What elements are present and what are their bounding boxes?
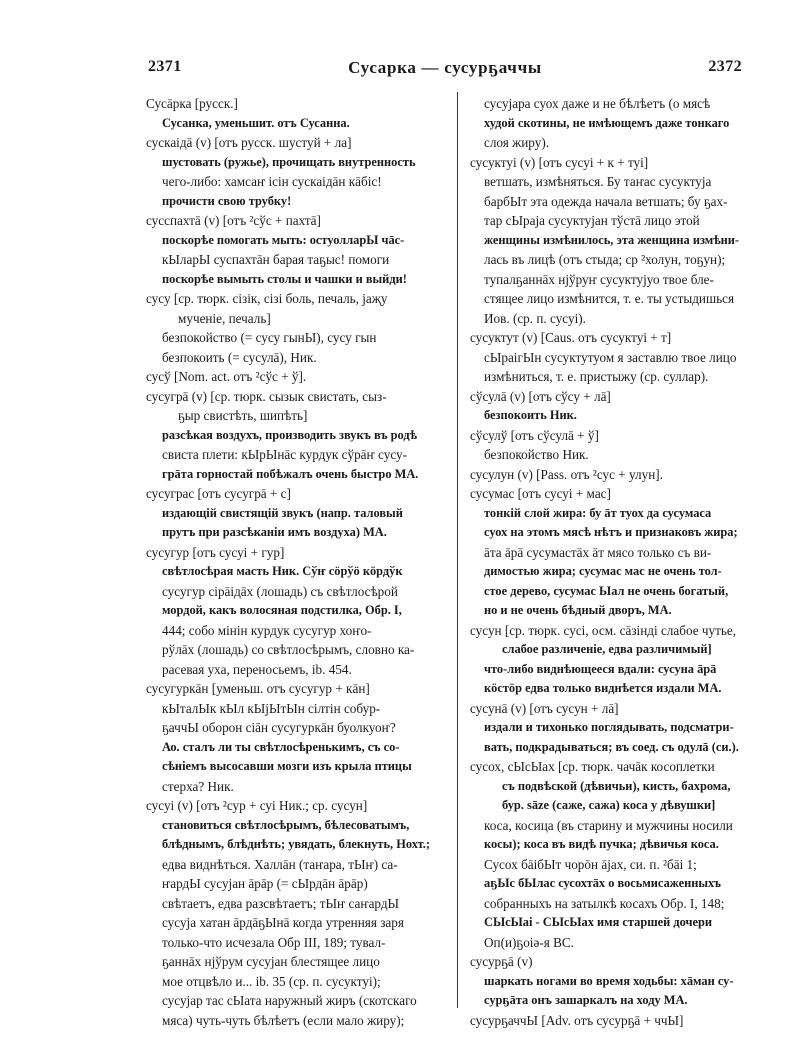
entry-headword-line: сусун [ср. тюрк. сусi, осм. сāзiндi слабое чутье,: [470, 622, 737, 638]
definition-line: ҥардЫ сусујан āрāр (= сЫрдāн āрāр): [162, 876, 368, 891]
definition-line: только-что исчезала Обр III, 189; тувал-: [162, 934, 386, 950]
definition-line: поскорѣе вымыть столы и чашки и выйди!: [162, 271, 407, 286]
entry-headword-line: сусулун (v) [Pass. отъ ²сус + улун].: [470, 466, 663, 482]
definition-line: ветшать, измѣняться. Бу таҥас сусуктуја: [484, 174, 712, 189]
definition-line: собранныхъ на затылкѣ косахъ Обр. I, 148;: [484, 895, 725, 911]
entry-headword-line: сўсулў [отъ сўсулā + ў]: [470, 427, 599, 443]
definition-line: мяса) чуть-чуть бѣлѣетъ (если мало жиру);: [162, 1012, 405, 1028]
definition-line: блѣднымъ, блѣднѣть; увядать, блекнуть, Нохт.;: [162, 837, 431, 851]
definition-line: тупалҕаннāх нјўруҥ сусуктујуо твое бле-: [484, 271, 714, 287]
definition-line: сусугур сiрāiдāх (лошадь) съ свѣтлосѣрой: [162, 583, 398, 599]
definition-line: мученiе, печаль]: [178, 310, 271, 326]
definition-line: кЫталЫк кЫл кЫјЫтЫн сiлтiн собур-: [162, 700, 381, 716]
definition-line: прочисти свою трубку!: [162, 193, 292, 208]
definition-line: стерха? Ник.: [162, 778, 234, 794]
definition-line: слоя жиру).: [484, 135, 550, 150]
definition-line: 444; собо мiнiн курдук сусугур хоҥо-: [162, 622, 372, 638]
left-column: [146, 94, 448, 1028]
definition-line: стое дерево, сусумас Ыал не очень богатый,: [484, 583, 729, 598]
definition-line: становиться свѣтлосѣрымъ, бѣлесоватымъ,: [162, 817, 410, 832]
definition-line: сусуја хатан āрдāҕЫнā когда утренняя заря: [162, 915, 404, 930]
definition-line: едва виднѣться. Халлāн (таҥара, тЫҥ) са-: [162, 856, 398, 872]
definition-line: но и не очень бѣдный дворъ, МА.: [484, 603, 672, 617]
running-title: Сусарка — сусурҕаччы: [348, 58, 542, 77]
definition-line: Иов. (ср. п. сусуi).: [484, 310, 586, 326]
definition-line: лась въ лицѣ (отъ стыда; ср ²холун, тоҕун);: [484, 252, 726, 267]
definition-line: тонкiй слой жира: бу āт туох да сусумаса: [484, 505, 712, 520]
definition-line: барбЫт эта одежда начала ветшать; бу ҕах-: [484, 193, 728, 209]
definition-line: измѣниться, т. е. пристыжу (ср. суллар).: [484, 369, 709, 384]
definition-line: сЫраiгЫн сусуктутуом я заставлю твое лицо: [484, 349, 737, 365]
entry-headword-line: сусў [Nom. act. отъ ²сўс + ў].: [146, 369, 307, 384]
entry-headword-line: Сусāрка [русск.]: [146, 96, 238, 111]
definition-line: косы); коса въ видѣ пучка; дѣвичья коса.: [484, 837, 719, 851]
definition-line: сусујар тас сЫата наружный жиръ (скотскаго: [162, 993, 417, 1008]
definition-line: расевая уха, переносьемъ, ib. 454.: [162, 661, 352, 677]
entry-headword-line: сусунā (v) [отъ сусун + лā]: [470, 700, 619, 716]
definition-line: вать, подкрадываться; въ соед. съ одулā (си.).: [484, 739, 739, 754]
entry-headword-line: сусуктуi (v) [отъ сусуi + к + туi]: [470, 154, 649, 170]
definition-line: СЫсЫаi - СЫсЫах имя старшей дочери: [484, 915, 713, 929]
definition-line: шустовать (ружье), прочищать внутренность: [162, 154, 416, 169]
definition-line: издающiй свистящiй звукъ (напр. таловый: [162, 505, 403, 520]
definition-line: ҕаннāх нјўрум сусујан блестящее лицо: [162, 954, 380, 969]
definition-line: поскорѣе помогать мыть: остуолларЫ чāс-: [162, 232, 405, 247]
entry-headword-line: сусугур [отъ сусуi + гур]: [146, 544, 285, 560]
right-column-lines: [450, 94, 740, 1030]
entry-headword-line: сусугрā (v) [ср. тюрк. сызык свистать, сыз-: [146, 388, 387, 404]
definition-line: Оп(и)ҕоiǝ-я ВС.: [484, 934, 574, 950]
definition-line: аҕЫс бЫлас сусохтāх о восьмисаженныхъ: [484, 876, 721, 890]
definition-line: худой скотины, не имѣющемъ даже тонкаго: [484, 115, 730, 130]
definition-line: безпокойство (= сусу гынЫ), сусу гын: [162, 330, 377, 345]
entry-headword-line: сусу [ср. тюрк. сiзiк, сiзi боль, печаль, јаҗу: [146, 291, 388, 306]
definition-line: суох на этомъ мясѣ нѣтъ и признаковъ жира;: [484, 525, 738, 539]
definition-line: съ подвѣской (дѣвичьи), кисть, бахрома,: [502, 778, 731, 793]
definition-line: издали и тихонько поглядывать, подсматри-: [484, 720, 734, 734]
entry-headword-line: сусумас [отъ сусуi + мас]: [470, 486, 611, 501]
definition-line: сусујара суох даже и не бѣлѣетъ (о мясѣ: [484, 96, 711, 111]
entry-headword-line: сўсулā (v) [отъ сўсу + лā]: [470, 388, 611, 404]
entry-headword-line: сусуi (v) [отъ ²сур + суi Ник.; ср. сусун]: [146, 798, 368, 813]
definition-line: сурҕāта онъ зашаркалъ на ходу МА.: [484, 993, 688, 1007]
definition-line: рўлāх (лошадь) со свѣтлосѣрымъ, словно ка-: [162, 642, 415, 657]
definition-line: бур. sāzе (саже, сажа) коса у дѣвушки]: [502, 798, 716, 812]
definition-line: слабое различенiе, едва различимый]: [502, 642, 712, 656]
definition-line: ҕыр свистѣть, шипѣть]: [178, 408, 308, 423]
definition-line: мое отцвѣло и... ib. 35 (ср. п. сусуктуi);: [162, 973, 381, 989]
page-header: [148, 58, 742, 80]
definition-line: Ао. сталъ ли ты свѣтлосѣренькимъ, съ со-: [162, 739, 400, 754]
definition-line: разсѣкая воздухъ, производить звукъ въ родѣ: [162, 427, 418, 442]
entry-headword-line: сусуктут (v) [Caus. отъ сусуктуi + т]: [470, 330, 672, 345]
page-number-right: 2372: [708, 58, 742, 75]
definition-line: кЫларЫ суспахтāн барая таҕыс! помоги: [162, 252, 390, 267]
definition-line: женщины измѣнилось, эта женщина измѣни-: [484, 232, 740, 247]
definition-line: безпокойство Ник.: [484, 447, 589, 462]
entry-headword-line: сусох, сЫсЫах [ср. тюрк. чачāк косоплетки: [470, 759, 715, 774]
definition-line: коса, косица (въ старину и мужчины носили: [484, 817, 733, 833]
definition-line: Сусох бāiбЫт чорōн āјах, си. п. ²бāi 1;: [484, 856, 697, 872]
definition-line: безпокоить (= сусулā), Ник.: [162, 349, 317, 365]
definition-line: прутъ при разсѣканiи имъ воздуха) МА.: [162, 525, 387, 539]
definition-line: свѣтлосѣрая масть Ник. Сўҥ сöрўö кöрдўк: [162, 564, 403, 578]
definition-line: тар сЫраја сусуктујан тўстā лицо этой: [484, 213, 700, 228]
definition-line: стящее лицо измѣнится, т. е. ты устыдишься: [484, 291, 735, 306]
definition-line: димостью жира; сусумас мас не очень тол-: [484, 564, 722, 578]
right-column: [450, 94, 740, 1028]
definition-line: чего-либо: хамсаҥ iсiн сускаiдāн кāбiс!: [162, 174, 382, 189]
definition-line: свиста плети: кЫрЫнāс курдук сўрāҥ сусу-: [162, 447, 407, 462]
definition-line: грāта горностай побѣжалъ очень быстро МА.: [162, 466, 419, 481]
definition-line: что-либо виднѣющееся вдали: сусуна āрā: [484, 661, 717, 676]
definition-line: шаркать ногами во время ходьбы: хāман су-: [484, 973, 734, 988]
entry-headword-line: сускаiдā (v) [отъ русск. шустуй + ла]: [146, 135, 352, 150]
entry-headword-line: сусспахтā (v) [отъ ²сўс + пахтā]: [146, 213, 321, 228]
entry-headword-line: сусуграс [отъ сусугрā + с]: [146, 486, 291, 501]
definition-line: кöстöр едва только виднѣется издали МА.: [484, 681, 722, 695]
definition-line: Сусанка, уменьшит. отъ Сусанна.: [162, 115, 350, 130]
definition-line: сѣнiемъ высосавши мозги изъ крыла птицы: [162, 759, 412, 773]
entry-headword-line: сусугуркāн [уменьш. отъ сусугур + кāн]: [146, 681, 370, 696]
entry-headword-line: сусурҕаччЫ [Adv. отъ сусурҕā + ччЫ]: [470, 1012, 684, 1028]
page-number-left: 2371: [148, 58, 182, 75]
entry-headword-line: сусурҕā (v): [470, 954, 533, 969]
definition-line: ҕаччЫ оборон сiāн сусугуркāн буолкуоҥ?: [162, 720, 396, 735]
definition-line: āта āрā сусумастāх āт мясо только съ ви-: [484, 544, 712, 560]
left-column-lines: [146, 94, 448, 1030]
definition-line: безпокоить Ник.: [484, 408, 577, 422]
definition-line: мордой, какъ волосяная подстилка, Обр. I,: [162, 603, 402, 617]
definition-line: свѣтаетъ, едва разсвѣтаетъ; тЫҥ саҥардЫ: [162, 895, 400, 911]
